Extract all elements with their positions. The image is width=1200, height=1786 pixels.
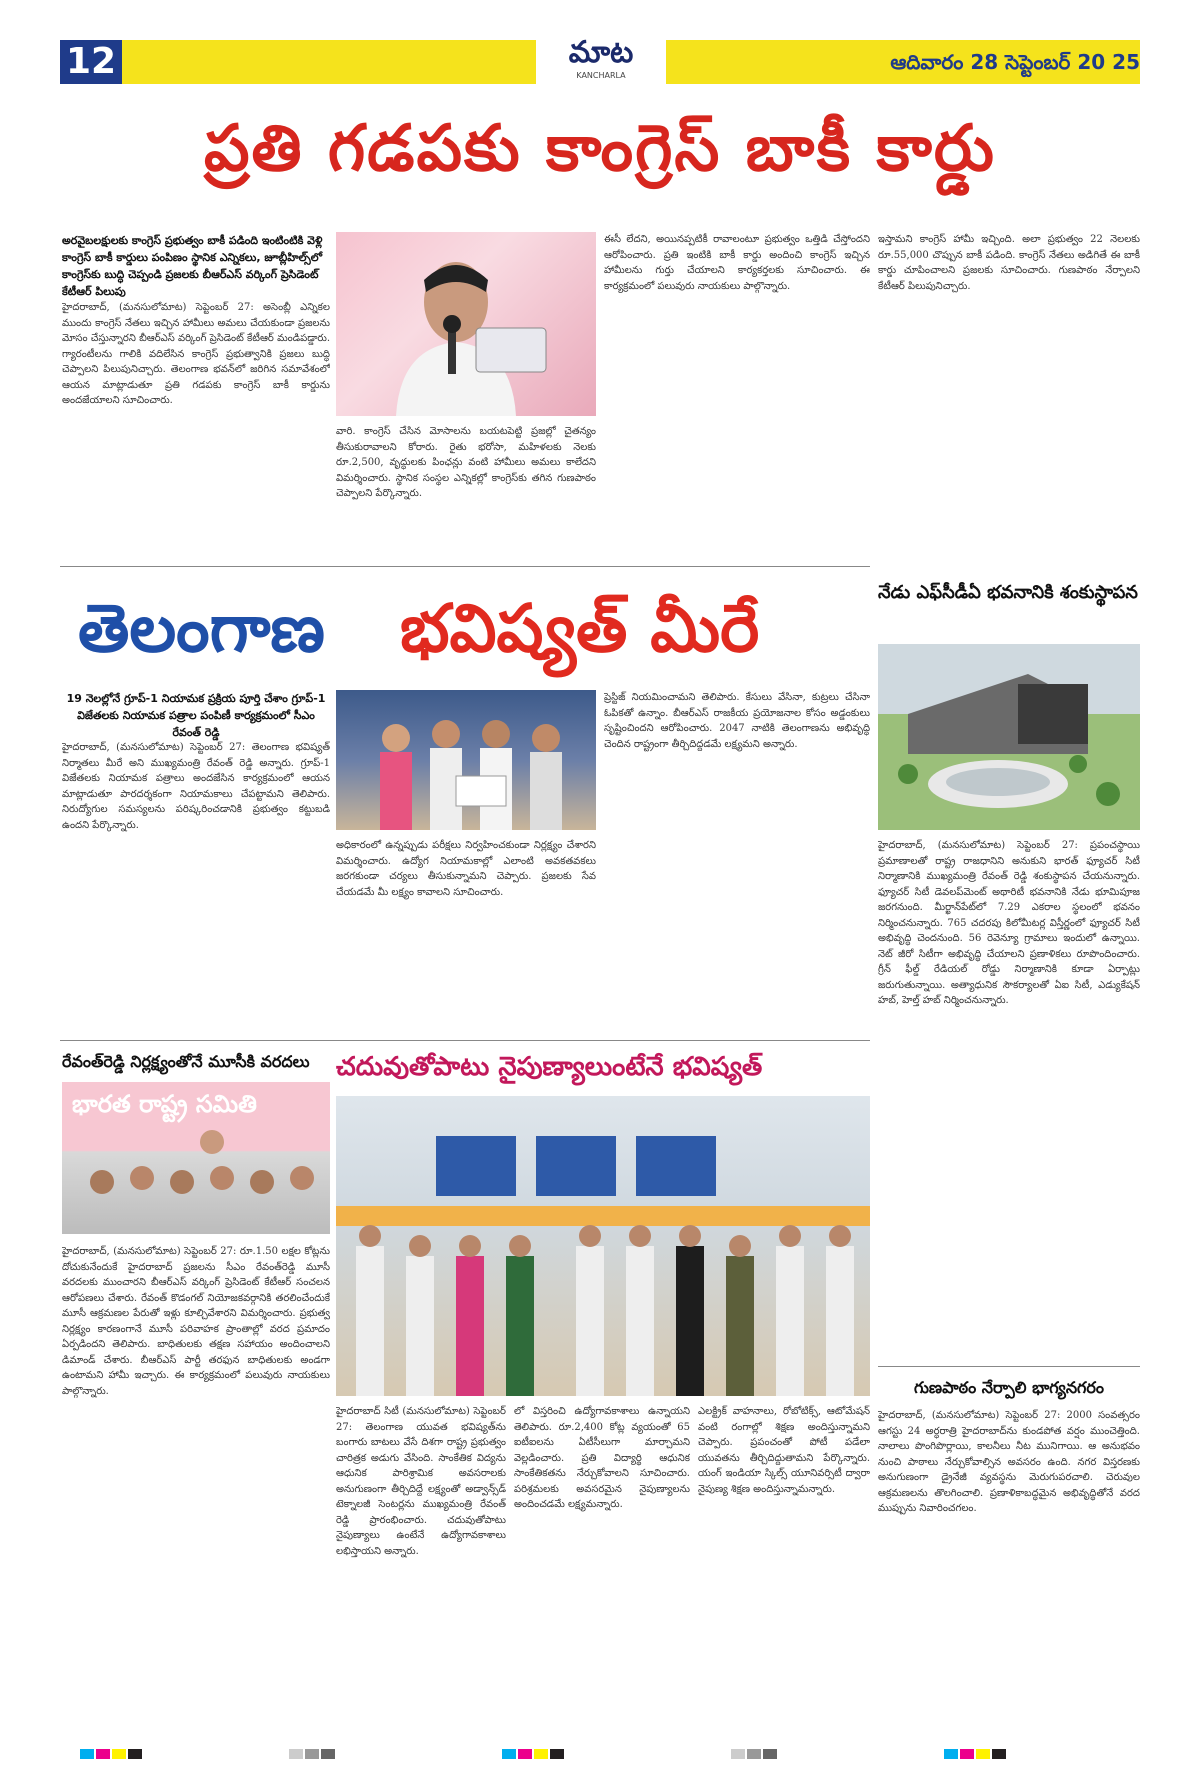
story3-photo [62, 1082, 330, 1234]
side-story-photo [878, 644, 1140, 830]
story1-col3: ఈసీ లేదని, అయినప్పటికీ రావాలంటూ ప్రభుత్వం ఒత్తిడి చేస్తోందని ఆరోపించారు. ప్రతి ఇంటికి బాకీ కార్డు అందించి కాంగ్రెస్ ఇచ్చిన హామీలను గుర్తు చేయాలని కార్యకర్తలకు సూచించారు. ఈ కార్యక్రమంలో పలువురు నాయకులు పాల్గొన్నారు. [604, 234, 870, 292]
story1-col2: వారి. కాంగ్రెస్ చేసిన మోసాలను బయటపెట్టి ప్రజల్లో చైతన్యం తీసుకురావాలని కోరారు. రైతు భరోసా, మహిళలకు నెలకు రూ.2,500, వృద్ధులకు పింఛన్లు వంటి హామీలు అమలు కాలేదని విమర్శించారు. స్థానిక సంస్థల ఎన్నికల్లో కాంగ్రెస్‌కు తగిన గుణపాఠం చెప్పాలని పేర్కొన్నారు. [336, 426, 596, 499]
divider [878, 1366, 1140, 1367]
story5-headline: గుణపాఠం నేర్పాలి భాగ్యనగరం [914, 1378, 1104, 1397]
print-color-marks [80, 1744, 1120, 1756]
divider [60, 1040, 870, 1041]
divider [60, 566, 870, 567]
logo-sub: KANCHARLA [576, 71, 626, 80]
story3-photo-banner: భారత రాష్ట్ర సమితి [72, 1090, 257, 1118]
story3-body: హైదరాబాద్, (మనసులోమాట) సెప్టెంబర్ 27: రూ.1.50 లక్షల కోట్లను దోచుకునేందుకే హైదరాబాద్ ప్రజలను సీఎం రేవంత్‌రెడ్డి మూసీ వరదలకు ముంచారని బీఆర్ఎస్ వర్కింగ్ ప్రెసిడెంట్ కేటీఆర్ సంచలన ఆరోపణలు చేశారు. రేవంత్ కొడంగల్ నియోజకవర్గానికి తరలించేందుకే మూసీ ఆక్రమణల పేరుతో ఇళ్లు కూల్చివేశారని విమర్శించారు. ప్రభుత్వ నిర్లక్ష్యం కారణంగానే మూసీ పరివాహక ప్రాంతాల్లో వరద ప్రమాదం ఏర్పడిందని తెలిపారు. బాధితులకు తక్షణ సహాయం అందించాలని డిమాండ్ చేశారు. బీఆర్ఎస్ పార్టీ తరఫున బాధితులకు అండగా ఉంటామని హామీ ఇచ్చారు. ఈ కార్యక్రమంలో పలువురు నాయకులు పాల్గొన్నారు. [62, 1246, 330, 1397]
story2-headline-part1: తెలంగాణ [78, 590, 325, 667]
story2-col2: అధికారంలో ఉన్నప్పుడు పరీక్షలు నిర్వహించకుండా నిర్లక్ష్యం చేశారని విమర్శించారు. ఉద్యోగ నియామకాల్లో ఎలాంటి అవకతవకలు జరగకుండా చర్యలు తీసుకున్నామని చెప్పారు. ప్రజలకు సేవ చేయడమే మీ లక్ష్యం కావాలని సూచించారు. [336, 840, 596, 898]
story1-col1: హైదరాబాద్, (మనసులోమాట) సెప్టెంబర్ 27: అసెంబ్లీ ఎన్నికల ముందు కాంగ్రెస్ నేతలు ఇచ్చిన హామీలు అమలు చేయకుండా ప్రజలను మోసం చేస్తున్నారని బీఆర్ఎస్ వర్కింగ్ ప్రెసిడెంట్ కేటీఆర్ మండిపడ్డారు. గ్యారంటీలను గాలికి వదిలేసిన కాంగ్రెస్ ప్రభుత్వానికి ప్రజలు బుద్ధి చెప్పాలని పిలుపునిచ్చారు. తెలంగాణ భవన్‌లో జరిగిన సమావేశంలో ఆయన మాట్లాడుతూ ప్రతి గడపకు కాంగ్రెస్ బాకీ కార్డును అందజేయాలని సూచించారు. [62, 302, 330, 406]
side-story-body: హైదరాబాద్, (మనసులోమాట) సెప్టెంబర్ 27: ప్రపంచస్థాయి ప్రమాణాలతో రాష్ట్ర రాజధానిని అనుకుని భారత్ ఫ్యూచర్ సిటీ నిర్మాణానికి ముఖ్యమంత్రి రేవంత్ రెడ్డి శంకుస్థాపన చేయనున్నారు. ఫ్యూచర్ సిటీ డెవలప్‌మెంట్ అథారిటీ భవనానికి నేడు భూమిపూజ జరగనుంది. మీర్ఖాన్‌పేట్‌లో 7.29 ఎకరాల స్థలంలో భవనం నిర్మించనున్నారు. 765 చదరపు కిలోమీటర్ల విస్తీర్ణంలో ఫ్యూచర్ సిటీ అభివృద్ధి చెందనుంది. 56 రెవెన్యూ గ్రామాలు ఇందులో ఉన్నాయి. నెట్ జీరో సిటీగా అభివృద్ధి చేయాలని ప్రణాళికలు రూపొందించారు. గ్రీన్ ఫీల్డ్ రేడియల్ రోడ్డు నిర్మాణానికి కూడా ఏర్పాట్లు జరుగుతున్నాయి. అత్యాధునిక సౌకర్యాలతో ఏఐ సిటీ, ఎడ్యుకేషన్ హబ్, హెల్త్ హబ్ నిర్మించనున్నారు. [878, 840, 1140, 1006]
story3-headline: రేవంత్‌రెడ్డి నిర్లక్ష్యంతోనే మూసీకి వరదలు [62, 1052, 310, 1071]
story2-headline-part2: భవిష్యత్ మీరే [400, 590, 760, 667]
side-story-headline: నేడు ఎఫ్‌సీడీఏ భవనానికి శంకుస్థాపన [878, 582, 1138, 603]
story4-col3: ఎలక్ట్రిక్ వాహనాలు, రోబోటిక్స్, ఆటోమేషన్ వంటి రంగాల్లో శిక్షణ అందిస్తున్నామని చెప్పారు. ప్రపంచంతో పోటీ పడేలా యువతను తీర్చిదిద్దుతామని పేర్కొన్నారు. యంగ్ ఇండియా స్కిల్స్ యూనివర్సిటీ ద్వారా నైపుణ్య శిక్షణ అందిస్తున్నామన్నారు. [698, 1406, 870, 1495]
logo-title: మాట [568, 35, 634, 70]
story1-kicker: అరవైబలక్షులకు కాంగ్రెస్ ప్రభుత్వం బాకీ పడింది ఇంటింటికి వెళ్లి కాంగ్రెస్ బాకీ కార్డులు పంపిణం స్థానిక ఎన్నికలు, జూబ్లీహిల్స్‌లో కాంగ్రెస్‌కు బుద్ధి చెప్పండి ప్రజలకు బీఆర్ఎస్ వర్కింగ్ ప్రెసిడెంట్ కేటీఆర్ పిలుపు [62, 234, 323, 298]
story4-headline: చదువుతోపాటు నైపుణ్యాలుంటేనే భవిష్యత్ [336, 1052, 763, 1082]
story4-col1: హైదరాబాద్ సిటీ (మనసులోమాట) సెప్టెంబర్ 27: తెలంగాణ యువత భవిష్యత్‌ను బంగారు బాటలు వేసే దిశగా రాష్ట్ర ప్రభుత్వం చారిత్రక అడుగు వేసింది. సాంకేతిక విద్యను ఆధునిక పారిశ్రామిక అవసరాలకు అనుగుణంగా తీర్చిదిద్దే లక్ష్యంతో అడ్వాన్స్‌డ్ టెక్నాలజీ సెంటర్లను ముఖ్యమంత్రి రేవంత్ రెడ్డి ప్రారంభించారు. చదువుతోపాటు నైపుణ్యాలు ఉంటేనే ఉద్యోగావకాశాలు లభిస్తాయని అన్నారు. [336, 1406, 506, 1557]
story4-col2: లో విస్తరించి ఉద్యోగావకాశాలు ఉన్నాయని తెలిపారు. రూ.2,400 కోట్ల వ్యయంతో 65 ఐటీఐలను ఏటీసీలుగా మార్చామని వెల్లడించారు. ప్రతి విద్యార్థి ఆధునిక సాంకేతికతను నేర్చుకోవాలని సూచించారు. పరిశ్రమలకు అవసరమైన నైపుణ్యాలను అందించడమే లక్ష్యమన్నారు. [514, 1406, 690, 1510]
story2-kicker: 19 నెలల్లోనే గ్రూప్-1 నియామక ప్రక్రియ పూర్తి చేశాం గ్రూప్-1 విజేతలకు నియామక పత్రాల పంపిణీ కార్యక్రమంలో సీఎం రేవంత్ రెడ్డి [66, 692, 326, 739]
story4-photo [336, 1096, 870, 1396]
dateline: ఆదివారం 28 సెప్టెంబర్ 20 25 [890, 50, 1140, 74]
page-number: 12 [60, 40, 122, 84]
story1-col4: ఇస్తామని కాంగ్రెస్ హామీ ఇచ్చింది. అలా ప్రభుత్వం 22 నెలలకు రూ.55,000 చొప్పున బాకీ పడింది. కాంగ్రెస్ నేతలు అడిగితే ఈ బాకీ కార్డు చూపించాలని ప్రజలకు సూచించారు. గుణపాఠం నేర్పాలని కేటీఆర్ పిలుపునిచ్చారు. [878, 234, 1140, 292]
story2-col3: ప్రెస్టిజ్ నియమించామని తెలిపారు. కేసులు వేసినా, కుట్రలు చేసినా ఓపికతో ఉన్నాం. బీఆర్ఎస్ రాజకీయ ప్రయోజనాల కోసం అడ్డంకులు సృష్టించిందని ఆరోపించారు. 2047 నాటికి తెలంగాణను అభివృద్ధి చెందిన రాష్ట్రంగా తీర్చిదిద్దడమే లక్ష్యమని అన్నారు. [604, 692, 870, 750]
newspaper-logo [536, 36, 666, 88]
story5-body: హైదరాబాద్, (మనసులోమాట) సెప్టెంబర్ 27: 2000 సంవత్సరం ఆగస్టు 24 అర్ధరాత్రి హైదరాబాద్‌ను కుండపోత వర్షం ముంచెత్తింది. నాలాలు పొంగిపొర్లాయి, కాలనీలు నీట మునిగాయి. ఆ అనుభవం నుంచి పాఠాలు నేర్చుకోవాల్సిన అవసరం ఉంది. నగర విస్తరణకు అనుగుణంగా డ్రైనేజీ వ్యవస్థను మెరుగుపరచాలి. చెరువుల ఆక్రమణలను తొలగించాలి. ప్రణాళికాబద్ధమైన అభివృద్ధితోనే వరద ముప్పును నివారించగలం. [878, 1410, 1140, 1514]
story1-headline: ప్రతి గడపకు కాంగ్రెస్ బాకీ కార్డు [204, 112, 996, 186]
story1-photo [336, 232, 596, 416]
story2-photo [336, 690, 596, 830]
story2-col1: హైదరాబాద్, (మనసులోమాట) సెప్టెంబర్ 27: తెలంగాణ భవిష్యత్ నిర్మాతలు మీరే అని ముఖ్యమంత్రి రేవంత్ రెడ్డి అన్నారు. గ్రూప్-1 విజేతలకు నియామక పత్రాలు అందజేసిన కార్యక్రమంలో ఆయన మాట్లాడుతూ పారదర్శకంగా నియామకాలు చేపట్టామని తెలిపారు. నిరుద్యోగుల సమస్యలను పరిష్కరించడానికి ప్రభుత్వం కట్టుబడి ఉందని పేర్కొన్నారు. [62, 742, 330, 831]
